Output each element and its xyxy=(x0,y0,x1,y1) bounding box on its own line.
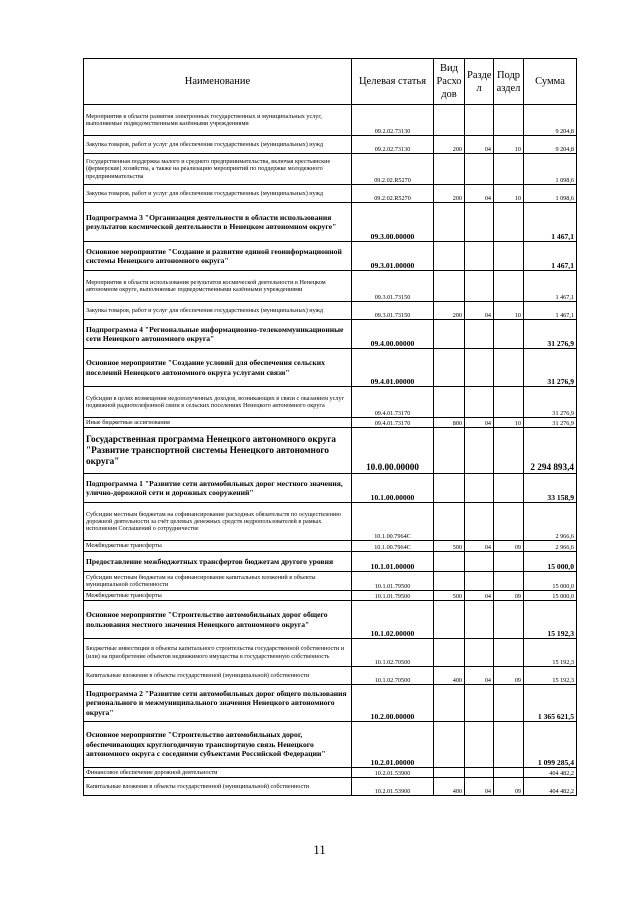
row-section-cell xyxy=(465,203,494,242)
page-number: 11 xyxy=(313,842,326,857)
row-target-article-cell: 10.2.01.53900 xyxy=(352,778,434,796)
row-name-cell: Закупка товаров, работ и услуг для обеспечения государственных (муниципальных) нужд xyxy=(84,302,352,320)
row-section-cell xyxy=(465,639,494,667)
table-row xyxy=(84,302,577,320)
row-expense-type-cell xyxy=(434,105,465,136)
row-name-cell: Капитальные вложения в объекты государственной (муниципальной) собственности xyxy=(84,778,352,796)
row-amount-cell: 31 276,9 xyxy=(524,320,577,349)
row-expense-type-cell: 200 xyxy=(434,302,465,320)
row-section-cell xyxy=(465,474,494,503)
row-target-article-cell: 10.1.01.79500 xyxy=(352,591,434,601)
row-name-cell: Субсидии в целях возмещения недополученных доходов, возникающих в связи с оказанием услуг подвижной радиотелефонной связи в сельских поселениях Ненецкого автономного округа xyxy=(84,387,352,418)
row-amount-cell: 1 098,6 xyxy=(524,185,577,203)
row-section-cell xyxy=(465,428,494,474)
row-name-cell: Мероприятия в области использования результатов космической деятельности в Ненецком автономном округе, выполняемые подведомственными казёнными учреждениями xyxy=(84,271,352,302)
row-target-article-cell: 09.3.01.00000 xyxy=(352,242,434,271)
row-target-article-cell: 09.4.01.00000 xyxy=(352,349,434,387)
row-amount-cell: 1 098,6 xyxy=(524,154,577,185)
row-section-cell xyxy=(465,320,494,349)
table-row xyxy=(84,778,577,796)
row-subsection-cell xyxy=(494,320,524,349)
row-subsection-cell xyxy=(494,242,524,271)
row-name-cell: Предоставление межбюджетных трансфертов бюджетам другого уровня xyxy=(84,552,352,572)
table-row xyxy=(84,418,577,428)
row-amount-cell: 1 467,1 xyxy=(524,203,577,242)
row-name-cell: Межбюджетные трансферты xyxy=(84,591,352,601)
row-subsection-cell xyxy=(494,349,524,387)
row-amount-cell: 1 099 285,4 xyxy=(524,722,577,768)
row-expense-type-cell xyxy=(434,320,465,349)
row-subsection-cell xyxy=(494,722,524,768)
header-expense-type: Вид Расхо дов xyxy=(434,59,465,105)
table-row xyxy=(84,552,577,572)
row-expense-type-cell xyxy=(434,428,465,474)
table-row xyxy=(84,601,577,639)
row-amount-cell: 15 192,3 xyxy=(524,667,577,685)
table-row xyxy=(84,722,577,768)
row-section-cell: 04 xyxy=(465,667,494,685)
table-row xyxy=(84,474,577,503)
row-target-article-cell: 10.1.00.7964C xyxy=(352,541,434,552)
row-expense-type-cell xyxy=(434,271,465,302)
row-target-article-cell: 09.3.01.73150 xyxy=(352,271,434,302)
row-target-article-cell: 10.2.01.53900 xyxy=(352,768,434,778)
table-row xyxy=(84,572,577,591)
table-row xyxy=(84,503,577,541)
table-header-row xyxy=(84,59,577,105)
row-subsection-cell xyxy=(494,474,524,503)
header-subsection: Подр аздел xyxy=(494,59,524,105)
row-amount-cell: 1 467,1 xyxy=(524,302,577,320)
row-section-cell xyxy=(465,503,494,541)
row-amount-cell: 1 467,1 xyxy=(524,271,577,302)
row-amount-cell: 31 276,9 xyxy=(524,349,577,387)
table-row xyxy=(84,591,577,601)
row-name-cell: Подпрограмма 2 "Развитие сети автомобильных дорог общего пользования регионального и межмуниципального значения Ненецкого автономного округа" xyxy=(84,685,352,722)
row-amount-cell: 2 294 893,4 xyxy=(524,428,577,474)
row-name-cell: Основное мероприятие "Строительство автомобильных дорог, обеспечивающих круглогодичную транспортную связь Ненецкого автономного округа с соседними субъектами Российской Федерации" xyxy=(84,722,352,768)
row-name-cell: Капитальные вложения в объекты государственной (муниципальной) собственности xyxy=(84,667,352,685)
row-amount-cell: 33 158,9 xyxy=(524,474,577,503)
row-subsection-cell: 10 xyxy=(494,136,524,154)
row-name-cell: Основное мероприятие "Создание и развитие единой геоинформационной системы Ненецкого автономного округа" xyxy=(84,242,352,271)
table-row xyxy=(84,203,577,242)
row-target-article-cell: 10.1.01.00000 xyxy=(352,552,434,572)
row-name-cell: Подпрограмма 3 "Организация деятельности в области использования результатов космической деятельности в Ненецком автономном округе" xyxy=(84,203,352,242)
table-row xyxy=(84,320,577,349)
table-row xyxy=(84,428,577,474)
row-section-cell: 04 xyxy=(465,136,494,154)
row-target-article-cell: 10.1.01.79500 xyxy=(352,572,434,591)
row-subsection-cell xyxy=(494,203,524,242)
row-name-cell: Подпрограмма 4 "Региональные информационно-телекоммуникационные сети Ненецкого автономного округа" xyxy=(84,320,352,349)
row-subsection-cell: 10 xyxy=(494,418,524,428)
row-subsection-cell xyxy=(494,572,524,591)
row-subsection-cell: 10 xyxy=(494,185,524,203)
row-target-article-cell: 09.3.01.73150 xyxy=(352,302,434,320)
row-expense-type-cell xyxy=(434,685,465,722)
row-target-article-cell: 09.4.01.73170 xyxy=(352,418,434,428)
row-expense-type-cell xyxy=(434,387,465,418)
row-expense-type-cell xyxy=(434,203,465,242)
row-expense-type-cell: 200 xyxy=(434,185,465,203)
row-amount-cell: 1 467,1 xyxy=(524,242,577,271)
row-name-cell: Мероприятия в области развития электронных государственных и муниципальных услуг, выполняемые подведомственными казёнными учреждениями xyxy=(84,105,352,136)
row-amount-cell: 1 365 621,5 xyxy=(524,685,577,722)
row-section-cell: 04 xyxy=(465,541,494,552)
row-amount-cell: 2 966,6 xyxy=(524,503,577,541)
row-subsection-cell xyxy=(494,685,524,722)
header-target-article: Целевая статья xyxy=(352,59,434,105)
header-section: Разде л xyxy=(465,59,494,105)
row-name-cell: Государственная поддержка малого и среднего предпринимательства, включая крестьянские (фермерские) хозяйства, а также на реализацию мероприятий по поддержке молодежного предпринимательства xyxy=(84,154,352,185)
table-row xyxy=(84,349,577,387)
row-subsection-cell: 09 xyxy=(494,778,524,796)
table-row xyxy=(84,271,577,302)
table-row xyxy=(84,136,577,154)
row-target-article-cell: 09.3.00.00000 xyxy=(352,203,434,242)
row-expense-type-cell xyxy=(434,242,465,271)
row-section-cell xyxy=(465,387,494,418)
row-section-cell xyxy=(465,105,494,136)
table-row xyxy=(84,541,577,552)
row-subsection-cell xyxy=(494,601,524,639)
row-subsection-cell xyxy=(494,639,524,667)
row-expense-type-cell xyxy=(434,349,465,387)
row-name-cell: Субсидии местным бюджетам на софинансирование расходных обязательств по осуществлению дорожной деятельности за счёт целевых денежных средств недропользователей в рамках исполнения Соглашений о сотрудничестве xyxy=(84,503,352,541)
row-section-cell: 04 xyxy=(465,302,494,320)
row-subsection-cell xyxy=(494,552,524,572)
row-expense-type-cell xyxy=(434,639,465,667)
row-name-cell: Межбюджетные трансферты xyxy=(84,541,352,552)
row-target-article-cell: 09.2.02.73130 xyxy=(352,105,434,136)
row-section-cell xyxy=(465,154,494,185)
row-name-cell: Основное мероприятие "Строительство автомобильных дорог общего пользования местного значения Ненецкого автономного округа" xyxy=(84,601,352,639)
row-section-cell xyxy=(465,552,494,572)
row-subsection-cell: 09 xyxy=(494,667,524,685)
row-subsection-cell xyxy=(494,105,524,136)
row-amount-cell: 9 204,8 xyxy=(524,105,577,136)
row-section-cell: 04 xyxy=(465,185,494,203)
row-target-article-cell: 10.2.00.00000 xyxy=(352,685,434,722)
row-expense-type-cell xyxy=(434,768,465,778)
row-amount-cell: 15 192,3 xyxy=(524,639,577,667)
row-expense-type-cell: 200 xyxy=(434,136,465,154)
row-expense-type-cell: 400 xyxy=(434,667,465,685)
row-amount-cell: 15 000,0 xyxy=(524,591,577,601)
row-name-cell: Подпрограмма 1 "Развитие сети автомобильных дорог местного значения, улично-дорожной сети и дорожных сооружений" xyxy=(84,474,352,503)
row-amount-cell: 404 482,2 xyxy=(524,778,577,796)
table-row xyxy=(84,242,577,271)
row-subsection-cell xyxy=(494,154,524,185)
row-amount-cell: 9 204,8 xyxy=(524,136,577,154)
row-subsection-cell xyxy=(494,387,524,418)
row-target-article-cell: 10.2.01.00000 xyxy=(352,722,434,768)
row-name-cell: Бюджетные инвестиции в объекты капитального строительства государственной собственности и (или) на приобретение объектов недвижимого имущества в государственную собственность xyxy=(84,639,352,667)
row-name-cell: Иные бюджетные ассигнования xyxy=(84,418,352,428)
row-subsection-cell xyxy=(494,271,524,302)
row-target-article-cell: 10.1.02.00000 xyxy=(352,601,434,639)
budget-table xyxy=(83,58,577,796)
table-row xyxy=(84,639,577,667)
row-amount-cell: 15 000,0 xyxy=(524,572,577,591)
row-name-cell: Государственная программа Ненецкого автономного округа "Развитие транспортной системы Ненецкого автономного округа" xyxy=(84,428,352,474)
row-name-cell: Закупка товаров, работ и услуг для обеспечения государственных (муниципальных) нужд xyxy=(84,136,352,154)
row-expense-type-cell xyxy=(434,503,465,541)
row-amount-cell: 15 192,3 xyxy=(524,601,577,639)
table-row xyxy=(84,685,577,722)
table-row xyxy=(84,667,577,685)
row-section-cell: 04 xyxy=(465,418,494,428)
row-amount-cell: 404 482,2 xyxy=(524,768,577,778)
table-row xyxy=(84,768,577,778)
row-name-cell: Финансовое обеспечение дорожной деятельности xyxy=(84,768,352,778)
row-expense-type-cell xyxy=(434,601,465,639)
row-subsection-cell xyxy=(494,768,524,778)
row-target-article-cell: 10.1.02.70500 xyxy=(352,639,434,667)
row-expense-type-cell: 800 xyxy=(434,418,465,428)
row-amount-cell: 31 276,9 xyxy=(524,387,577,418)
row-target-article-cell: 10.0.00.00000 xyxy=(352,428,434,474)
row-section-cell xyxy=(465,768,494,778)
row-subsection-cell: 09 xyxy=(494,541,524,552)
row-expense-type-cell: 500 xyxy=(434,591,465,601)
row-section-cell xyxy=(465,685,494,722)
row-section-cell xyxy=(465,601,494,639)
row-expense-type-cell xyxy=(434,474,465,503)
row-name-cell: Закупка товаров, работ и услуг для обеспечения государственных (муниципальных) нужд xyxy=(84,185,352,203)
row-section-cell xyxy=(465,271,494,302)
row-expense-type-cell: 500 xyxy=(434,541,465,552)
row-amount-cell: 31 276,9 xyxy=(524,418,577,428)
row-expense-type-cell xyxy=(434,722,465,768)
row-subsection-cell: 09 xyxy=(494,591,524,601)
row-expense-type-cell xyxy=(434,552,465,572)
row-section-cell xyxy=(465,572,494,591)
row-section-cell xyxy=(465,242,494,271)
row-subsection-cell xyxy=(494,503,524,541)
header-name: Наименование xyxy=(84,59,352,105)
row-expense-type-cell xyxy=(434,572,465,591)
row-target-article-cell: 09.4.00.00000 xyxy=(352,320,434,349)
row-section-cell xyxy=(465,349,494,387)
row-subsection-cell xyxy=(494,428,524,474)
row-target-article-cell: 10.1.00.7964C xyxy=(352,503,434,541)
header-amount: Сумма xyxy=(524,59,577,105)
table-row xyxy=(84,154,577,185)
row-expense-type-cell: 400 xyxy=(434,778,465,796)
table-row xyxy=(84,387,577,418)
row-amount-cell: 15 000,0 xyxy=(524,552,577,572)
table-row xyxy=(84,105,577,136)
row-name-cell: Субсидии местным бюджетам на софинансирование капитальных вложений в объекты муниципальной собственности xyxy=(84,572,352,591)
row-amount-cell: 2 966,6 xyxy=(524,541,577,552)
row-subsection-cell: 10 xyxy=(494,302,524,320)
row-target-article-cell: 09.2.02.73130 xyxy=(352,136,434,154)
row-target-article-cell: 09.2.02.R5270 xyxy=(352,185,434,203)
row-target-article-cell: 10.1.02.70500 xyxy=(352,667,434,685)
table-row xyxy=(84,185,577,203)
row-name-cell: Основное мероприятие "Создание условий для обеспечения сельских поселений Ненецкого автономного округа услугами связи" xyxy=(84,349,352,387)
budget-table-container xyxy=(83,58,576,796)
row-section-cell: 04 xyxy=(465,778,494,796)
row-target-article-cell: 09.2.02.R5270 xyxy=(352,154,434,185)
row-target-article-cell: 09.4.01.73170 xyxy=(352,387,434,418)
row-expense-type-cell xyxy=(434,154,465,185)
row-target-article-cell: 10.1.00.00000 xyxy=(352,474,434,503)
row-section-cell: 04 xyxy=(465,591,494,601)
row-section-cell xyxy=(465,722,494,768)
